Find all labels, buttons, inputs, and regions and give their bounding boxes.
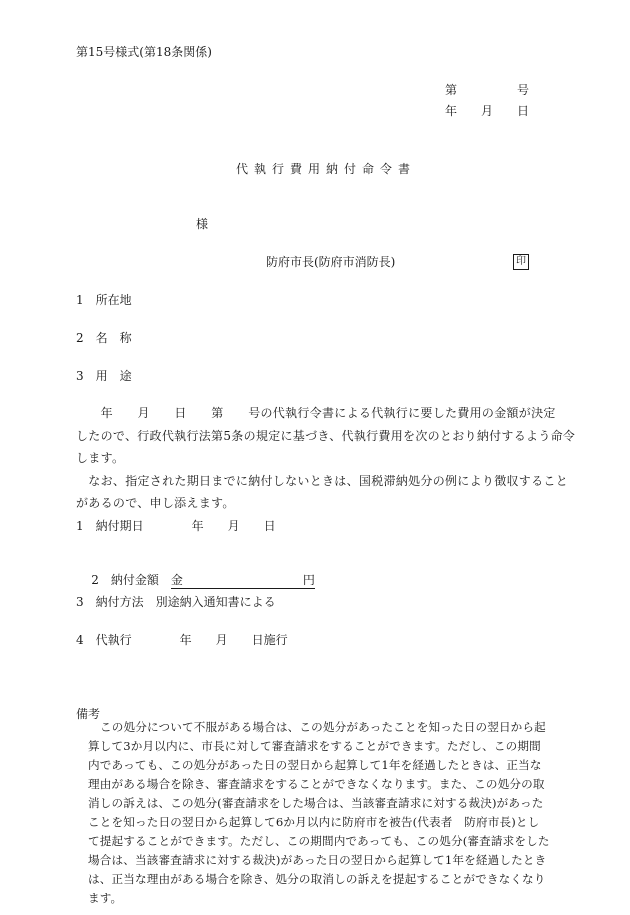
execution-date: 4 代執行 年 月 日施行 <box>76 633 288 647</box>
seal-mark: 印 <box>513 254 529 270</box>
item-use: 3 用 途 <box>76 369 132 383</box>
issuer-name: 防府市長(防府市消防長) <box>266 255 396 269</box>
remarks-heading: 備考 <box>76 707 101 721</box>
payment-deadline: 1 納付期日 年 月 日 <box>76 519 276 533</box>
document-title: 代執行費用納付命令書 <box>236 162 417 176</box>
body-line: 年 月 日 第 号の代執行令書による代執行に要した費用の金額が決定 <box>76 406 556 420</box>
payment-method: 3 納付方法 別途納入通知書による <box>76 595 276 609</box>
form-label: 第15号様式(第18条関係) <box>76 45 212 59</box>
body-line: があるので、申し添えます。 <box>76 496 235 510</box>
item-location: 1 所在地 <box>76 293 132 307</box>
body-line: したので、行政代執行法第5条の規定に基づき、代執行費用を次のとおり納付するよう命令 <box>76 428 576 443</box>
remarks-text: この処分について不服がある場合は、この処分があったことを知った日の翌日から起算して3か月以内に、市長に対して審査請求をすることができます。ただし、この期間内であっても、この処分があった日の翌日から起算して1年を経過したときは、正当な理由がある場合を除き、審査請求をすることができなくなります。また、この処分の取消しの訴えは、この処分(審査請求をした場合は、当該審査請求に対する裁決)があったことを知った日の翌日から起算して6か月以内に防府市を被告(代表者 防府市長)として提起することができます。ただし、この期間内であっても、この処分(審査請求をした場合は、当該審査請求に対する裁決)があった日の翌日から起算して1年を経過したときは、正当な理由がある場合を除き、処分の取消しの訴えを提起することができなくなります。 <box>88 720 550 905</box>
document-date: 年 月 日 <box>445 104 530 118</box>
addressee-suffix: 様 <box>196 217 209 231</box>
body-line: なお、指定された期日までに納付しないときは、国税滞納処分の例により徴収すること <box>76 473 569 488</box>
payment-amount-label: 2 納付金額 <box>91 573 171 587</box>
body-paragraph <box>76 402 576 515</box>
document-number: 第 号 <box>445 83 530 97</box>
body-line: します。 <box>76 451 125 465</box>
item-name: 2 名 称 <box>76 331 132 345</box>
payment-amount-value: 金 円 <box>170 573 315 587</box>
